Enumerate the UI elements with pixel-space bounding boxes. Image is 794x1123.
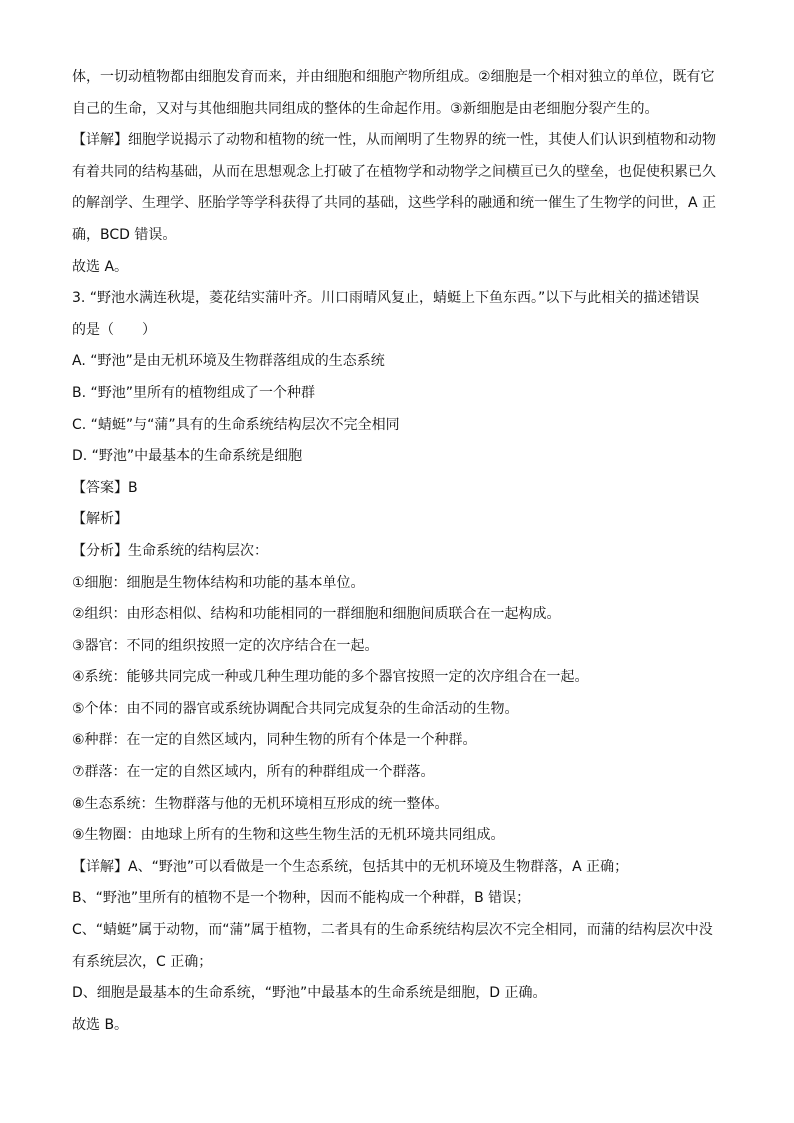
text-line: 确，BCD 错误。 — [72, 226, 177, 243]
hierarchy-item: ⑤个体：由不同的器官或系统协调配合共同完成复杂的生命活动的生物。 — [72, 700, 519, 717]
detail-line: 有系统层次，C 正确； — [72, 953, 213, 970]
choice-line: 故选 A。 — [72, 258, 129, 275]
text-line: 有着共同的结构基础，从而在思想观念上打破了在植物学和动物学之间横亘已久的壁垒，也促使积累已久 — [72, 163, 716, 180]
choice-line: 故选 B。 — [72, 1016, 129, 1033]
option-d: D. “野池”中最基本的生命系统是细胞 — [72, 448, 303, 465]
detail-line: C、“蜻蜓”属于动物，而“蒲”属于植物，二者具有的生命系统结构层次不完全相同，而蒲的结构层次中没 — [72, 922, 713, 939]
question-stem: 3. “野池水满连秋堤，菱花结实蒲叶齐。川口雨晴风复止，蜻蜓上下鱼东西。”以下与此相关的描述错误 — [72, 290, 700, 307]
detail-line: 【详解】A、“野池”可以看做是一个生态系统，包括其中的无机环境及生物群落，A 正确； — [72, 858, 629, 875]
hierarchy-item: ③器官：不同的组织按照一定的次序结合在一起。 — [72, 637, 379, 654]
option-b: B. “野池”里所有的植物组成了一个种群 — [72, 384, 316, 401]
hierarchy-item: ①细胞：细胞是生物体结构和功能的基本单位。 — [72, 574, 365, 591]
answer-line: 【答案】B — [72, 479, 138, 496]
text-line: 的解剖学、生理学、胚胎学等学科获得了共同的基础，这些学科的融通和统一催生了生物学的问世，A 正 — [72, 195, 717, 212]
hierarchy-item: ⑧生态系统：生物群落与他的无机环境相互形成的统一整体。 — [72, 795, 449, 812]
hierarchy-item: ②组织：由形态相似、结构和功能相同的一群细胞和细胞间质联合在一起构成。 — [72, 606, 561, 623]
option-c: C. “蜻蜓”与“蒲”具有的生命系统结构层次不完全相同 — [72, 416, 400, 433]
analysis-heading: 【解析】 — [72, 511, 128, 528]
hierarchy-item: ⑥种群：在一定的自然区域内，同种生物的所有个体是一个种群。 — [72, 732, 477, 749]
detail-line: D、细胞是最基本的生命系统，“野池”中最基本的生命系统是细胞，D 正确。 — [72, 985, 547, 1002]
analysis-line: 【分析】生命系统的结构层次： — [72, 542, 268, 559]
text-line: 体，一切动植物都由细胞发育而来，并由细胞和细胞产物所组成。②细胞是一个相对独立的单位，既有它 — [72, 69, 715, 85]
detail-line: B、“野池”里所有的植物不是一个物种，因而不能构成一个种群，B 错误； — [72, 890, 531, 907]
option-a: A. “野池”是由无机环境及生物群落组成的生态系统 — [72, 353, 385, 370]
question-stem: 的是（ ） — [72, 321, 156, 338]
hierarchy-item: ⑦群落：在一定的自然区域内，所有的种群组成一个群落。 — [72, 764, 435, 781]
text-line: 自己的生命，又对与其他细胞共同组成的整体的生命起作用。③新细胞是由老细胞分裂产生的。 — [72, 100, 659, 117]
detail-line: 【详解】细胞学说揭示了动物和植物的统一性，从而阐明了生物界的统一性，其使人们认识到植物和动物 — [72, 132, 716, 149]
document-page — [72, 62, 722, 1041]
hierarchy-item: ④系统：能够共同完成一种或几种生理功能的多个器官按照一定的次序组合在一起。 — [72, 669, 589, 686]
hierarchy-item: ⑨生物圈：由地球上所有的生物和这些生物生活的无机环境共同组成。 — [72, 827, 505, 844]
